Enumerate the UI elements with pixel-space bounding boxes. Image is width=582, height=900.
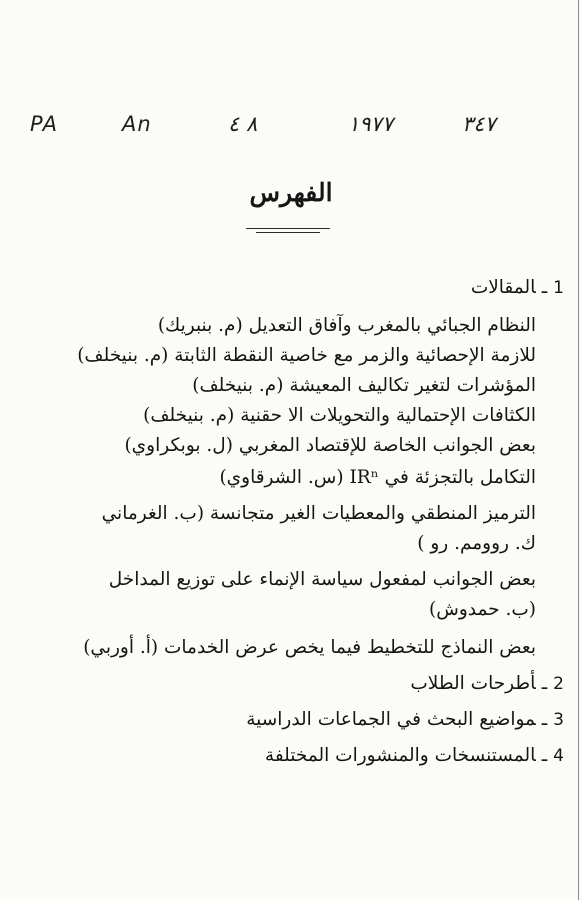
- article-entry: الكثافات الإحتمالية والتحويلات الا حقنية (م. بنيخلف): [143, 405, 536, 426]
- section-label: مواضيع البحث في الجماعات الدراسية: [246, 709, 536, 730]
- article-entry: المؤشرات لتغير تكاليف المعيشة (م. بنيخلف): [192, 375, 536, 396]
- section-number: 3: [553, 710, 564, 730]
- section-number: 2: [553, 674, 564, 694]
- section-dash: ـ: [541, 709, 548, 730]
- article-entry: النظام الجبائي بالمغرب وآفاق التعديل (م. بنبريك): [157, 315, 536, 336]
- article-entry-continued: ك. روومم. رو ): [417, 533, 536, 554]
- article-entry: التكامل بالتجزئة في IRⁿ (س. الشرقاوي): [219, 467, 536, 488]
- article-entry: الترميز المنطقي والمعطيات الغير متجانسة (ب. الغرماني: [101, 503, 536, 524]
- section-number: 1: [553, 278, 564, 298]
- catalog-code: An: [122, 112, 152, 136]
- section-label: أطرحات الطلاب: [410, 673, 536, 694]
- catalog-code: ٣٤٧: [462, 112, 496, 136]
- section-dash: ـ: [541, 673, 548, 694]
- catalog-code: PA: [30, 112, 58, 136]
- article-entry-continued: (ب. حمدوش): [429, 599, 536, 620]
- section-dash: ـ: [541, 745, 548, 766]
- section-theses: [410, 672, 564, 697]
- section-number: 4: [553, 746, 564, 766]
- article-entry: بعض الجوانب الخاصة للإقتصاد المغربي (ل. بوبكراوي): [124, 435, 536, 456]
- catalog-numbers: [30, 112, 500, 142]
- section-articles: [471, 276, 564, 301]
- article-entry: بعض النماذج للتخطيط فيما يخص عرض الخدمات (أ. أوربي): [83, 637, 536, 658]
- section-label: المقالات: [470, 277, 536, 298]
- catalog-year: ١٩٧٧: [348, 112, 394, 136]
- article-entry: بعض الجوانب لمفعول سياسة الإنماء على توزيع المداخل: [108, 569, 536, 590]
- section-research-topics: [246, 708, 564, 733]
- section-dash: ـ: [541, 277, 548, 298]
- article-entry: للازمة الإحصائية والزمر مع خاصية النقطة الثابتة (م. بنيخلف): [77, 345, 536, 366]
- section-publications: [265, 744, 564, 769]
- section-label: المستنسخات والمنشورات المختلفة: [264, 745, 536, 766]
- page-edge: [578, 0, 579, 900]
- title-block: [0, 180, 582, 205]
- page-title: الفهرس: [249, 178, 333, 207]
- title-underline: [256, 232, 320, 233]
- title-underline: [246, 228, 330, 229]
- catalog-code: ٨ ٤: [228, 112, 258, 136]
